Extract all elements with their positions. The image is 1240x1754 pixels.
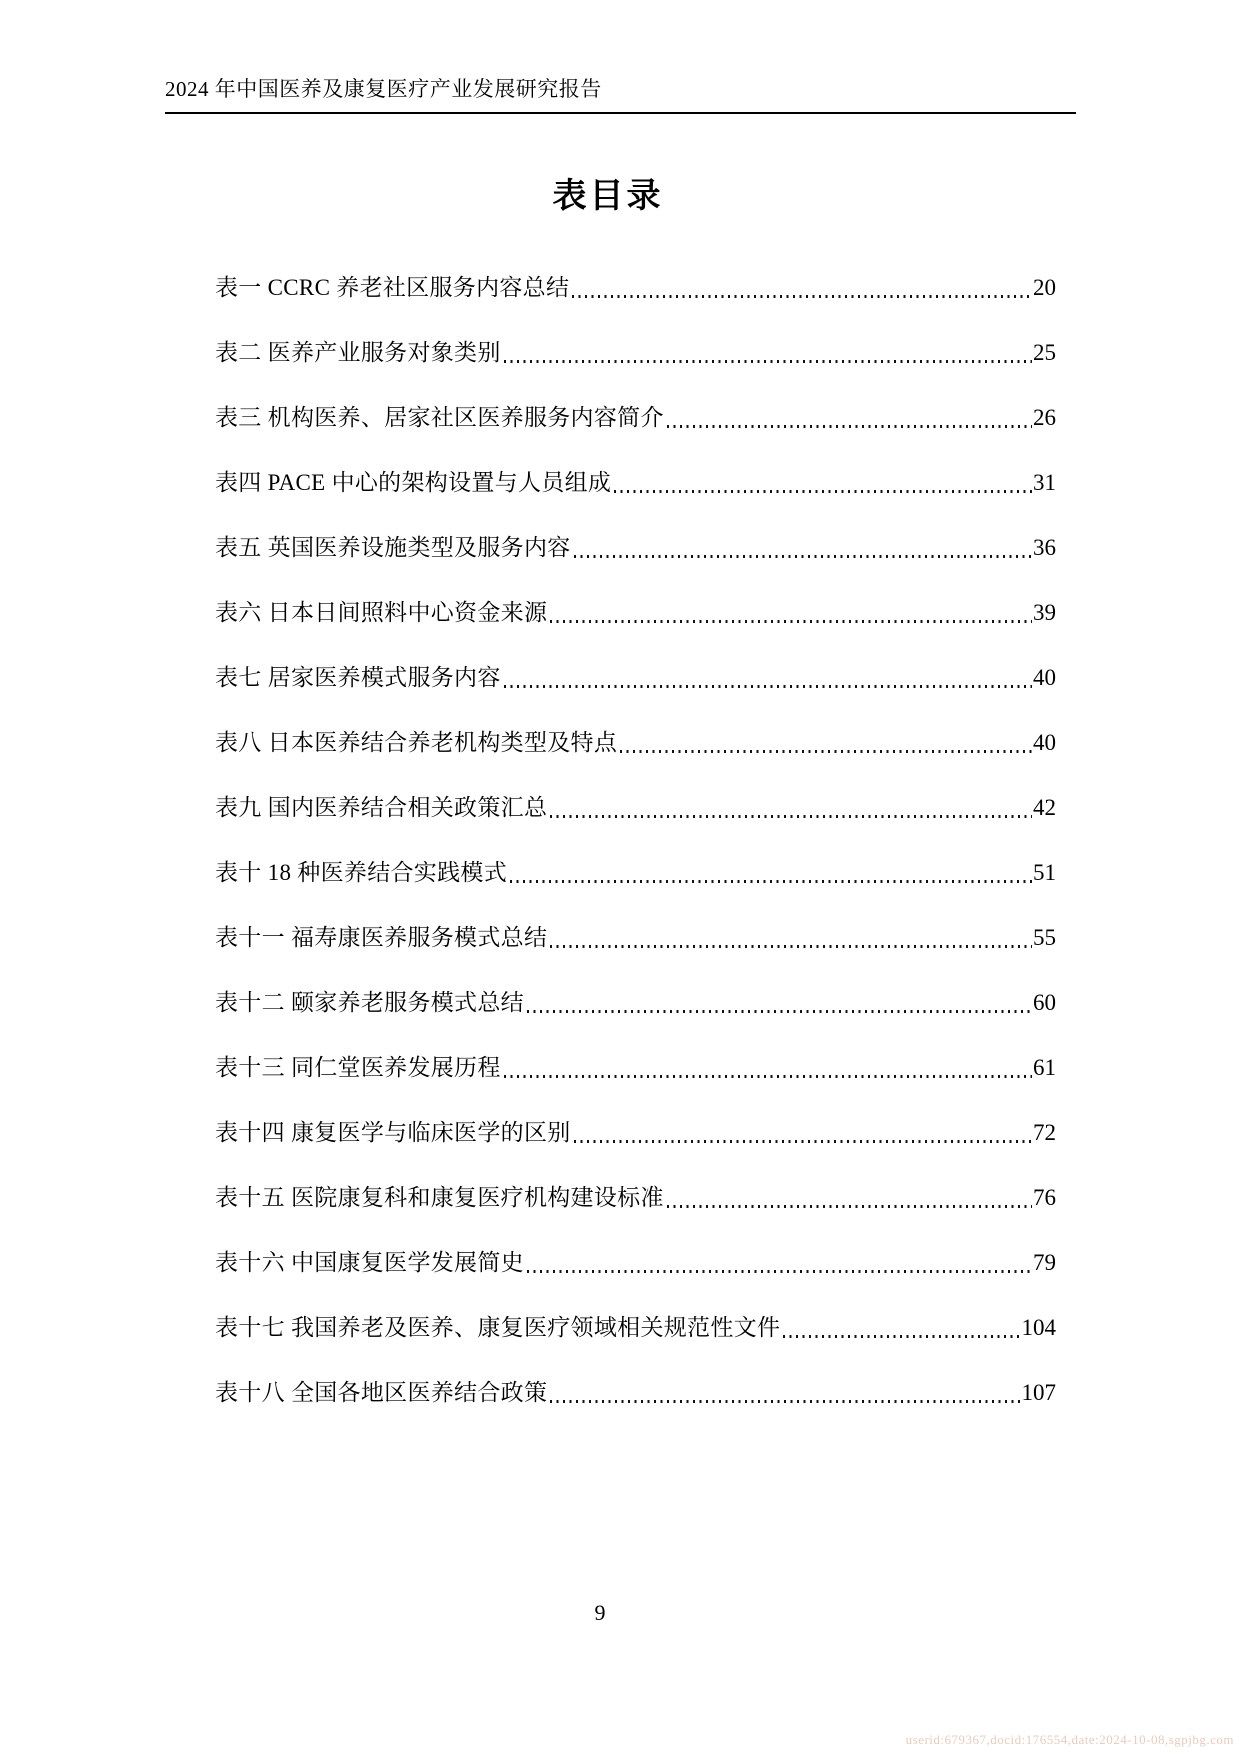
running-header — [165, 76, 1076, 114]
dot-leader — [574, 555, 1032, 558]
toc-entry-page-number: 40 — [1033, 665, 1056, 690]
toc-entry-label: 表四 PACE 中心的架构设置与人员组成 — [215, 470, 612, 495]
toc-entry-label: 表九 国内医养结合相关政策汇总 — [215, 795, 548, 820]
toc-entry-page-number: 104 — [1021, 1315, 1056, 1340]
toc-entry-page-number: 72 — [1033, 1120, 1056, 1145]
dot-leader — [504, 685, 1032, 688]
dot-leader — [510, 880, 1032, 883]
toc-entry-label: 表十三 同仁堂医养发展历程 — [215, 1055, 501, 1080]
toc-entry-page-number: 25 — [1033, 340, 1056, 365]
dot-leader — [614, 490, 1032, 493]
toc-entry-page-number: 60 — [1033, 990, 1056, 1015]
toc-page-title: 表目录 — [552, 176, 664, 216]
page-number: 9 — [594, 1600, 606, 1625]
dot-leader — [527, 1010, 1032, 1013]
toc-entry — [215, 564, 1056, 629]
report-title: 2024 年中国医养及康复医疗产业发展研究报告 — [165, 77, 602, 101]
dot-leader — [550, 945, 1032, 948]
dot-leader — [783, 1335, 1020, 1338]
toc-entry — [215, 759, 1056, 824]
toc-entry — [215, 954, 1056, 1019]
toc-entry-label: 表十六 中国康复医学发展简史 — [215, 1250, 524, 1275]
dot-leader — [620, 750, 1032, 753]
toc-entry-page-number: 79 — [1033, 1250, 1056, 1275]
toc-entry-page-number: 61 — [1033, 1055, 1056, 1080]
toc-entry-page-number: 36 — [1033, 535, 1056, 560]
toc-entry-label: 表六 日本日间照料中心资金来源 — [215, 600, 548, 625]
toc-entry — [215, 824, 1056, 889]
toc-entry-label: 表十四 康复医学与临床医学的区别 — [215, 1120, 571, 1145]
dot-leader — [667, 425, 1032, 428]
toc-entry — [215, 1214, 1056, 1279]
dot-leader — [667, 1205, 1032, 1208]
toc-entry — [215, 629, 1056, 694]
dot-leader — [550, 815, 1032, 818]
dot-leader — [572, 295, 1032, 298]
toc-entry — [215, 694, 1056, 759]
toc-entry-label: 表七 居家医养模式服务内容 — [215, 665, 501, 690]
toc-entry-label: 表二 医养产业服务对象类别 — [215, 340, 501, 365]
toc-entry — [215, 1019, 1056, 1084]
toc-entry-label: 表一 CCRC 养老社区服务内容总结 — [215, 275, 570, 300]
watermark-text: userid:679367,docid:176554,date:2024-10-08,sgpjbg.com — [905, 1732, 1234, 1747]
toc-entry-label: 表八 日本医养结合养老机构类型及特点 — [215, 730, 618, 755]
toc-entry-label: 表五 英国医养设施类型及服务内容 — [215, 535, 571, 560]
toc-entry-page-number: 51 — [1033, 860, 1056, 885]
dot-leader — [550, 620, 1032, 623]
header-rule — [165, 112, 1076, 114]
toc-entry — [215, 1084, 1056, 1149]
toc-entry-page-number: 42 — [1033, 795, 1056, 820]
dot-leader — [504, 1075, 1032, 1078]
toc-entry-label: 表十二 颐家养老服务模式总结 — [215, 990, 524, 1015]
toc-entry-page-number: 20 — [1033, 275, 1056, 300]
toc-entry — [215, 1279, 1056, 1344]
toc-entry — [215, 434, 1056, 499]
dot-leader — [527, 1270, 1032, 1273]
toc-entry-page-number: 39 — [1033, 600, 1056, 625]
toc-entry-page-number: 55 — [1033, 925, 1056, 950]
toc-entry-label: 表十五 医院康复科和康复医疗机构建设标准 — [215, 1185, 664, 1210]
toc-entry — [215, 369, 1056, 434]
dot-leader — [550, 1400, 1020, 1403]
toc-entry-label: 表十八 全国各地区医养结合政策 — [215, 1380, 548, 1405]
toc-entry — [215, 304, 1056, 369]
toc-entry-page-number: 76 — [1033, 1185, 1056, 1210]
toc-entry-page-number: 26 — [1033, 405, 1056, 430]
toc-entry-label: 表十 18 种医养结合实践模式 — [215, 860, 507, 885]
toc-entry-label: 表十一 福寿康医养服务模式总结 — [215, 925, 548, 950]
toc-entry-page-number: 31 — [1033, 470, 1056, 495]
dot-leader — [504, 360, 1032, 363]
toc-list — [215, 239, 1056, 1409]
toc-entry-page-number: 107 — [1021, 1380, 1056, 1405]
toc-entry-label: 表十七 我国养老及医养、康复医疗领域相关规范性文件 — [215, 1315, 781, 1340]
toc-entry — [215, 1149, 1056, 1214]
toc-entry-label: 表三 机构医养、居家社区医养服务内容简介 — [215, 405, 664, 430]
toc-entry — [215, 239, 1056, 304]
toc-entry-page-number: 40 — [1033, 730, 1056, 755]
toc-entry — [215, 889, 1056, 954]
dot-leader — [574, 1140, 1032, 1143]
toc-entry — [215, 1344, 1056, 1409]
toc-entry — [215, 499, 1056, 564]
